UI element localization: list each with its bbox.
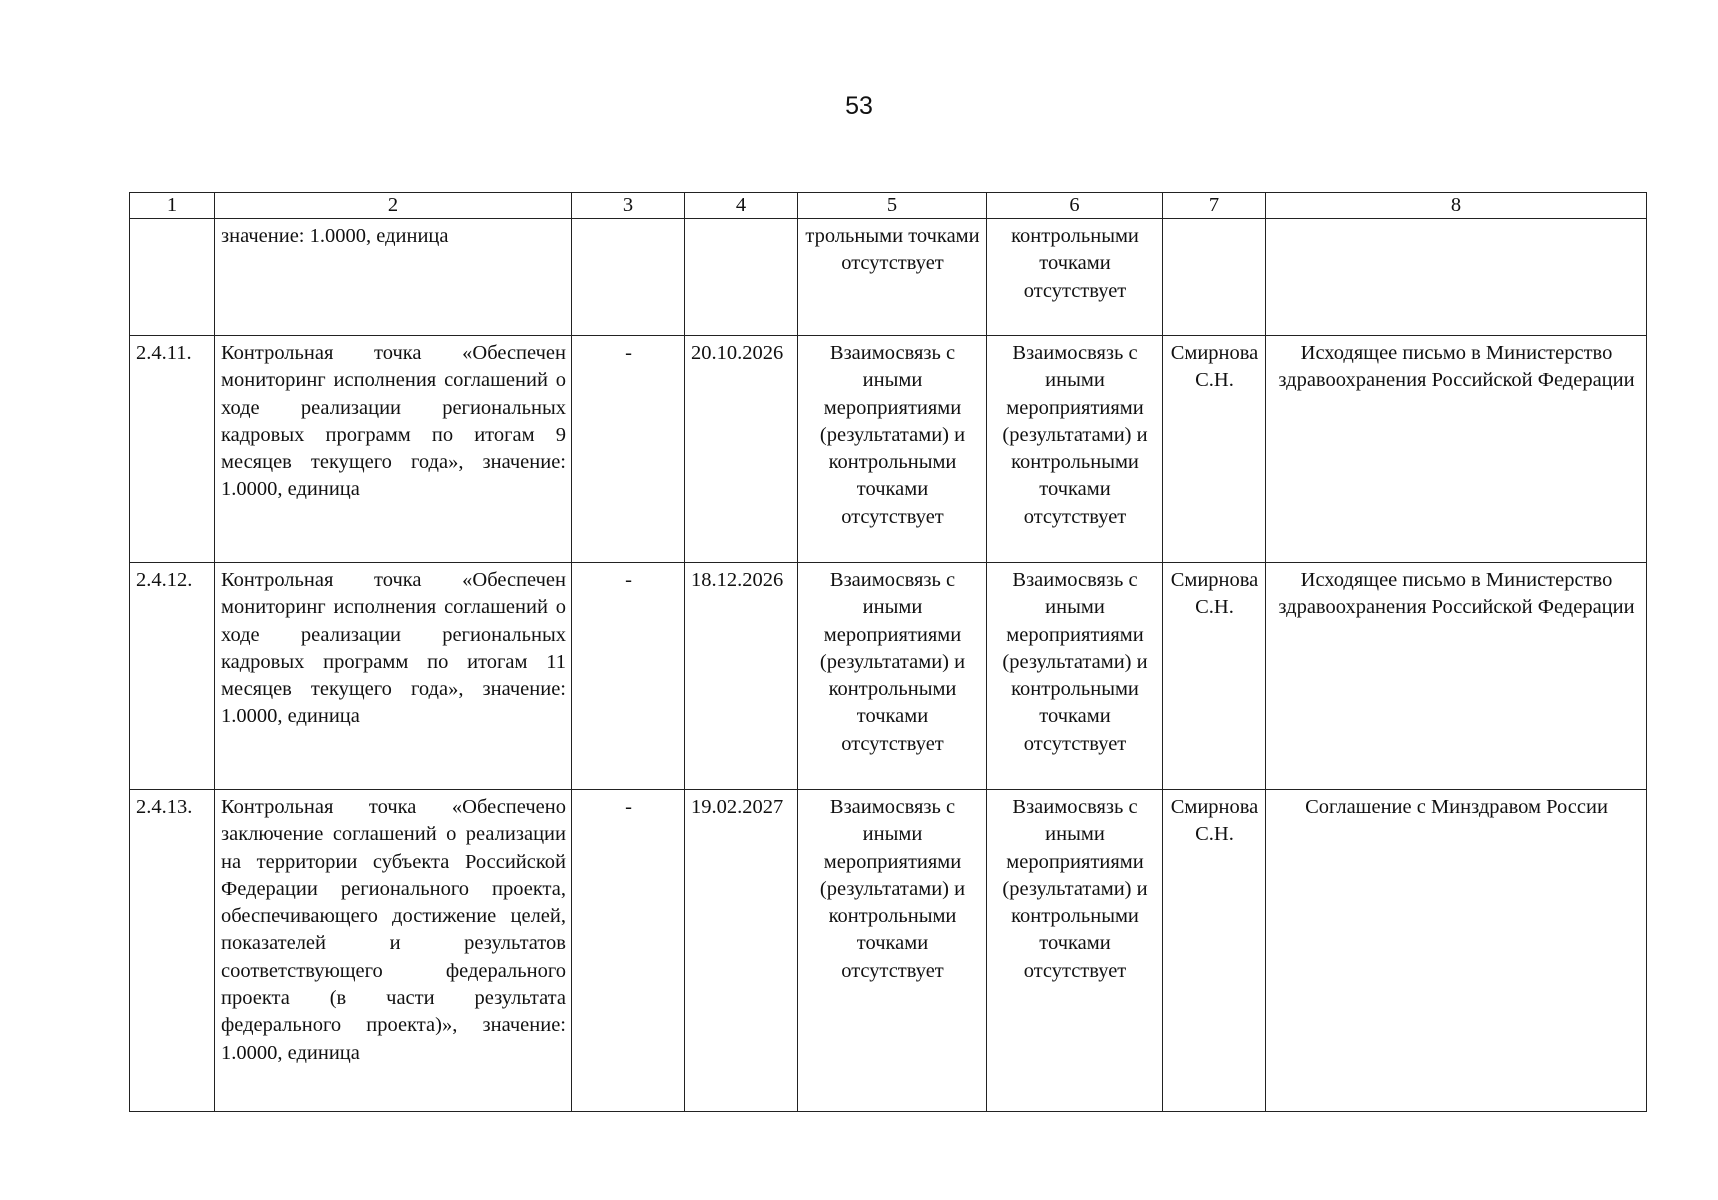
column-header: 1 <box>130 193 215 219</box>
relation-cell: Взаимосвязь с иными мероприятиями (результатами) и контрольными точками отсутствует <box>987 790 1163 1112</box>
relation-cell: Взаимосвязь с иными мероприятиями (результатами) и контрольными точками отсутствует <box>987 563 1163 790</box>
relation-cell: трольными точками отсутствует <box>798 219 987 336</box>
table-row <box>130 219 1647 336</box>
row-number-cell: 2.4.12. <box>130 563 215 790</box>
control-points-table <box>129 192 1647 1112</box>
relation-cell: Взаимосвязь с иными мероприятиями (результатами) и контрольными точками отсутствует <box>798 336 987 563</box>
description-cell: Контрольная точка «Обеспечен мониторинг исполнения соглашений о ходе реализации региональных кадровых программ по итогам 11 месяцев текущего года», значение: 1.0000, единица <box>215 563 572 790</box>
column-header: 3 <box>572 193 685 219</box>
relation-cell: Взаимосвязь с иными мероприятиями (результатами) и контрольными точками отсутствует <box>987 336 1163 563</box>
description-cell: Контрольная точка «Обеспечено заключение соглашений о реализации на территории субъекта Российской Федерации регионального проекта, обеспечивающего достижение целей, показателей и результатов соответствующего федерального проекта (в части результата федерального проекта)», значение: 1.0000, единица <box>215 790 572 1112</box>
col3-cell: - <box>572 790 685 1112</box>
relation-cell: контрольными точками отсутствует <box>987 219 1163 336</box>
table-row <box>130 336 1647 563</box>
column-header: 5 <box>798 193 987 219</box>
relation-cell: Взаимосвязь с иными мероприятиями (результатами) и контрольными точками отсутствует <box>798 790 987 1112</box>
responsible-cell <box>1163 219 1266 336</box>
row-number-cell: 2.4.13. <box>130 790 215 1112</box>
description-cell: значение: 1.0000, единица <box>215 219 572 336</box>
page-number: 53 <box>845 92 873 120</box>
responsible-cell: Смирнова С.Н. <box>1163 336 1266 563</box>
document-cell <box>1266 219 1647 336</box>
row-number-cell: 2.4.11. <box>130 336 215 563</box>
date-cell <box>685 219 798 336</box>
document-cell: Исходящее письмо в Министерство здравоохранения Российской Федерации <box>1266 336 1647 563</box>
col3-cell: - <box>572 336 685 563</box>
column-header: 4 <box>685 193 798 219</box>
column-header: 8 <box>1266 193 1647 219</box>
document-cell: Соглашение с Минздравом России <box>1266 790 1647 1112</box>
table-row <box>130 563 1647 790</box>
responsible-cell: Смирнова С.Н. <box>1163 790 1266 1112</box>
column-header: 7 <box>1163 193 1266 219</box>
col3-cell <box>572 219 685 336</box>
relation-cell: Взаимосвязь с иными мероприятиями (результатами) и контрольными точками отсутствует <box>798 563 987 790</box>
date-cell: 20.10.2026 <box>685 336 798 563</box>
column-header: 2 <box>215 193 572 219</box>
document-cell: Исходящее письмо в Министерство здравоохранения Российской Федерации <box>1266 563 1647 790</box>
date-cell: 19.02.2027 <box>685 790 798 1112</box>
header-row <box>130 193 1647 219</box>
description-cell: Контрольная точка «Обеспечен мониторинг исполнения соглашений о ходе реализации региональных кадровых программ по итогам 9 месяцев текущего года», значение: 1.0000, единица <box>215 336 572 563</box>
table-row <box>130 790 1647 1112</box>
col3-cell: - <box>572 563 685 790</box>
date-cell: 18.12.2026 <box>685 563 798 790</box>
responsible-cell: Смирнова С.Н. <box>1163 563 1266 790</box>
row-number-cell <box>130 219 215 336</box>
column-header: 6 <box>987 193 1163 219</box>
